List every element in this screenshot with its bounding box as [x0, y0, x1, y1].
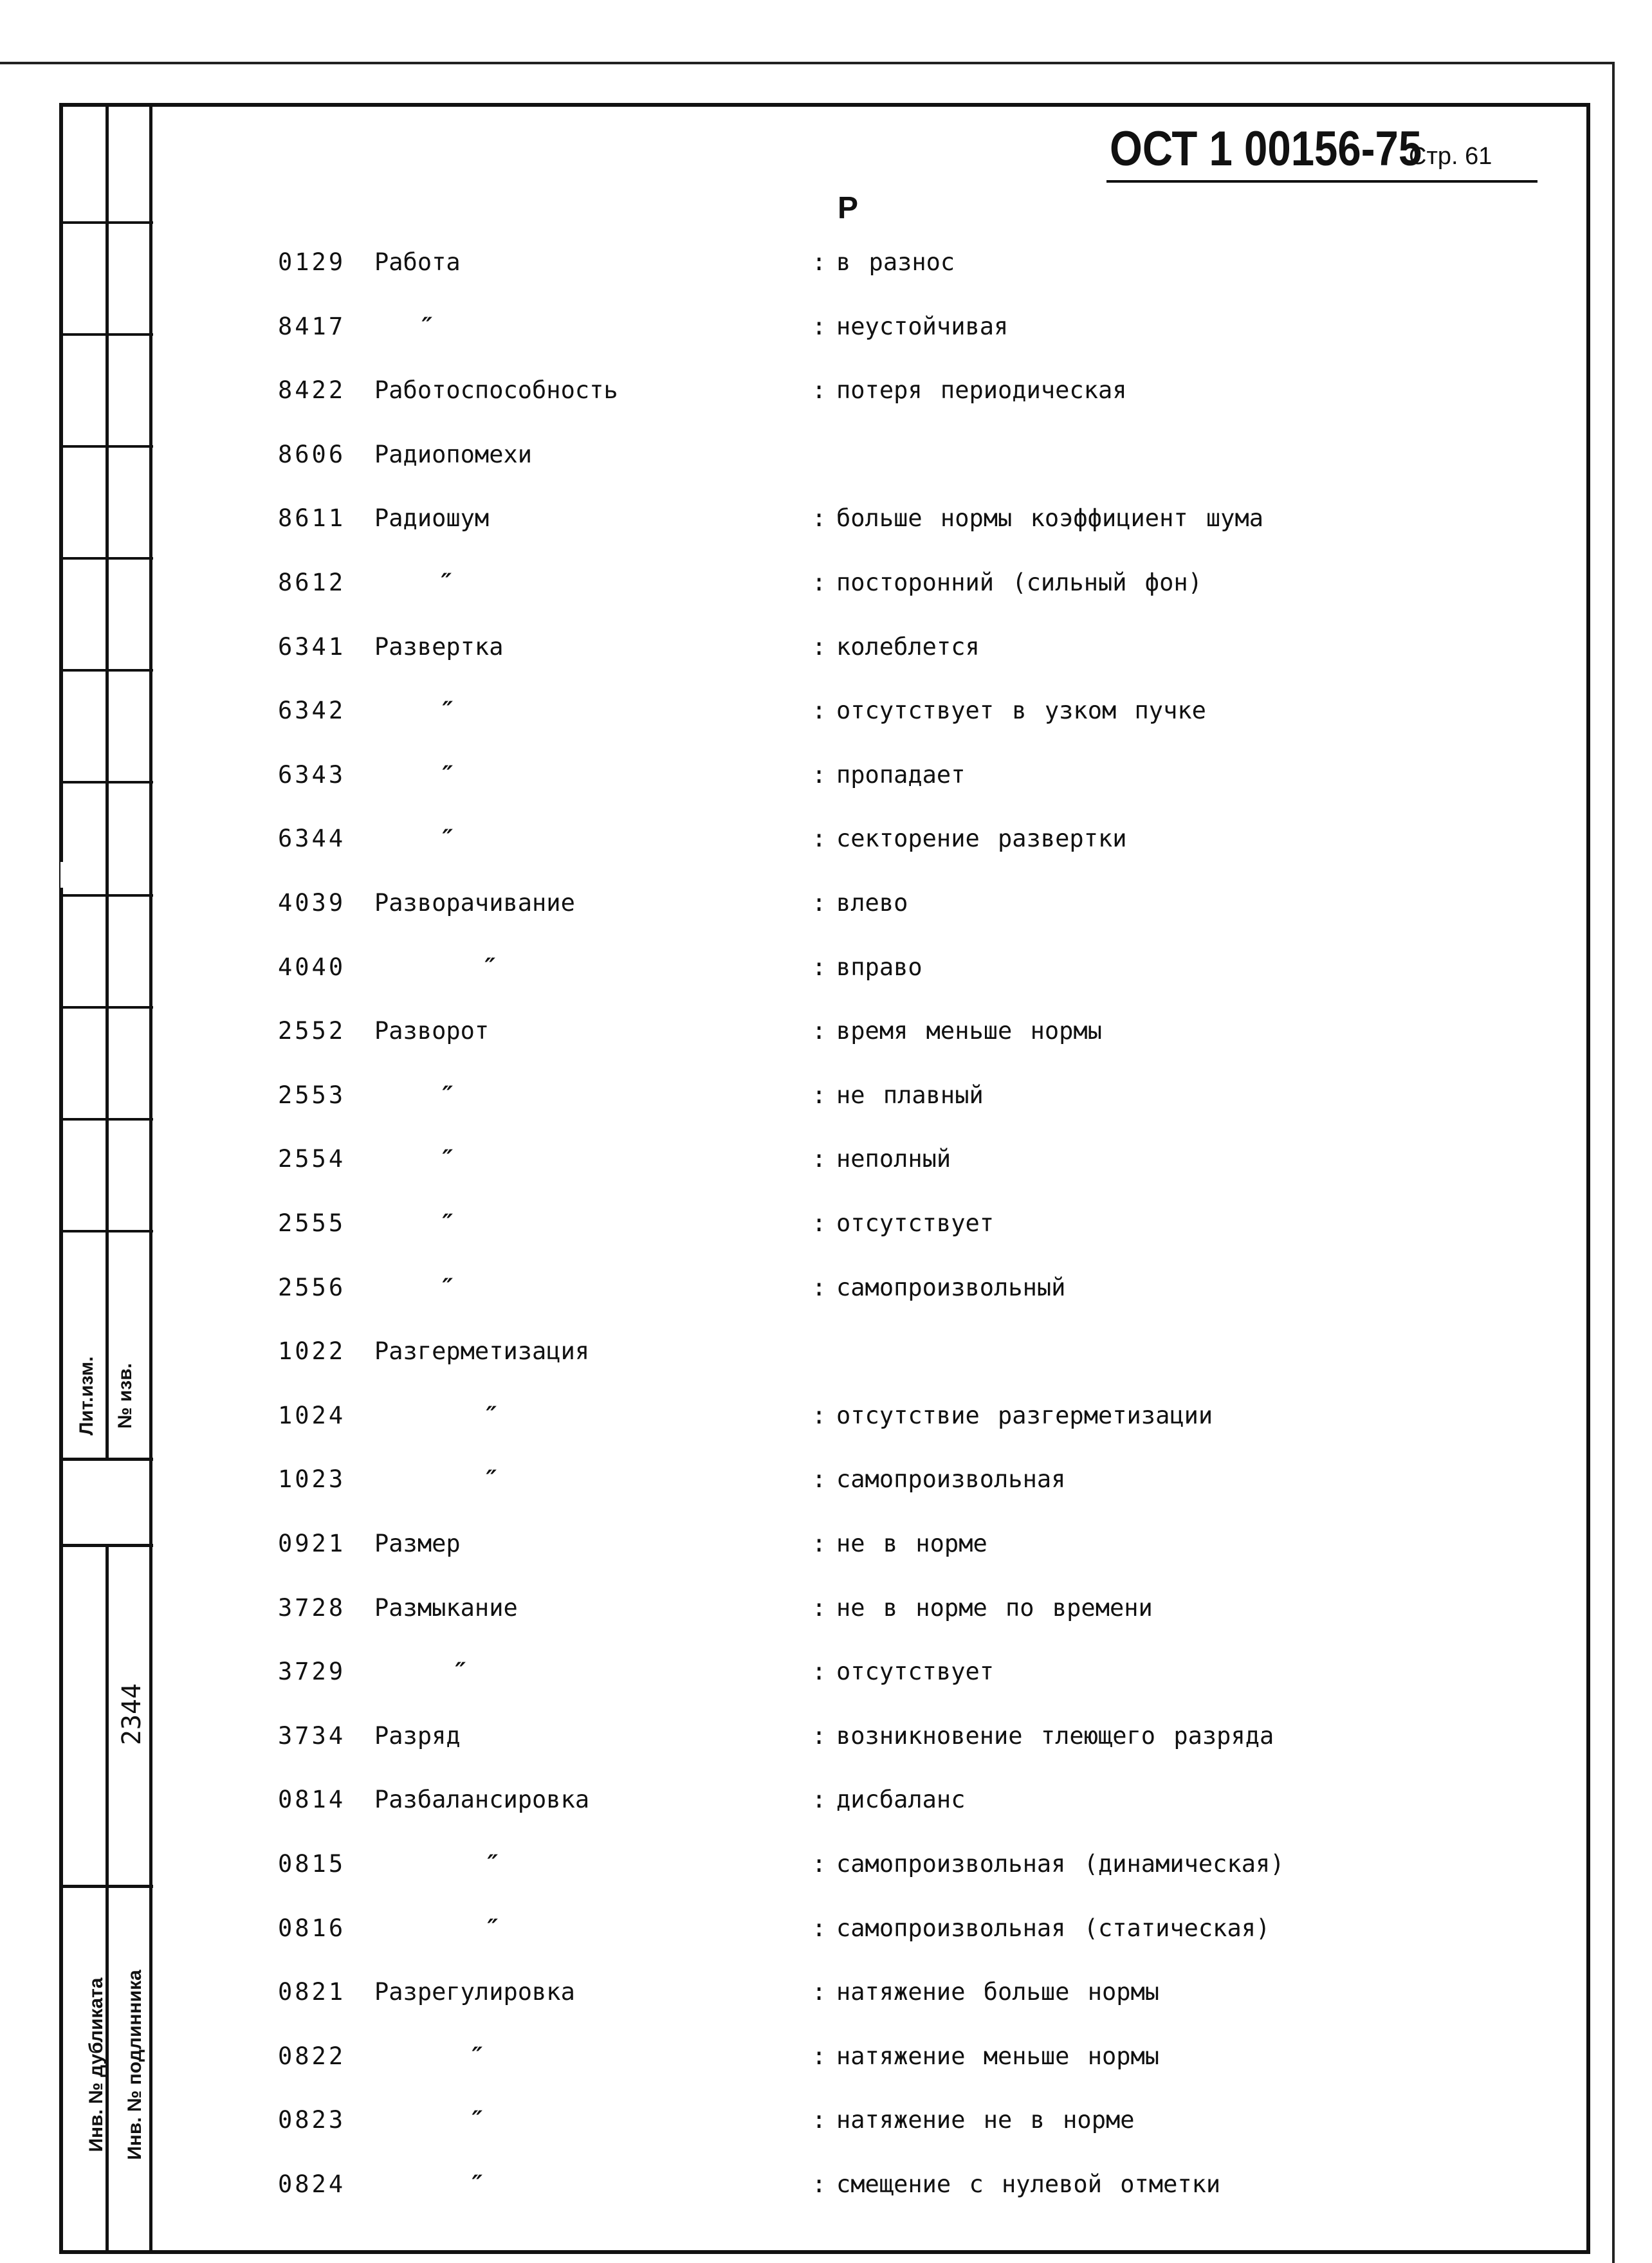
entry-description: натяжение не в норме — [836, 2106, 1135, 2134]
ditto-mark: ″ — [437, 1145, 452, 1173]
ditto-mark: ″ — [482, 1850, 497, 1878]
entry-separator: : — [812, 1530, 827, 1557]
entry-row — [0, 1269, 1652, 1307]
strip-tick — [63, 557, 153, 560]
ditto-mark: ″ — [437, 697, 452, 724]
entry-code: 8417 — [278, 313, 346, 340]
entry-separator: : — [812, 504, 827, 532]
entry-separator: : — [812, 761, 827, 789]
entry-code: 0822 — [278, 2042, 346, 2070]
strip-tick — [63, 1885, 153, 1888]
entry-separator: : — [812, 569, 827, 596]
entry-code: 0823 — [278, 2106, 346, 2134]
entry-row — [0, 2101, 1652, 2139]
ditto-mark: ″ — [481, 1402, 496, 1429]
entry-separator: : — [812, 1274, 827, 1301]
entry-description: самопроизвольная (динамическая) — [836, 1850, 1285, 1878]
section-letter: Р — [838, 191, 859, 225]
entry-row — [0, 948, 1652, 987]
strip-tick — [63, 1006, 153, 1009]
entry-separator: : — [812, 633, 827, 661]
entry-row — [0, 1332, 1652, 1371]
entry-row — [0, 1397, 1652, 1435]
ditto-mark: ″ — [417, 313, 432, 340]
entry-description: самопроизвольный — [836, 1274, 1066, 1301]
entry-row — [0, 756, 1652, 794]
entry-code: 8422 — [278, 376, 346, 404]
entry-separator: : — [812, 1850, 827, 1878]
ditto-mark: ″ — [437, 825, 452, 852]
original-inv-label: Инв. № подлинника — [124, 1970, 145, 2160]
strip-tick — [63, 221, 153, 224]
entry-code: 2553 — [278, 1081, 346, 1109]
entry-code: 0815 — [278, 1850, 346, 1878]
entry-term: Работа — [374, 248, 461, 276]
entry-code: 2556 — [278, 1274, 346, 1301]
entry-code: 6344 — [278, 825, 346, 852]
entry-description: самопроизвольная — [836, 1465, 1066, 1493]
entry-description: вправо — [836, 953, 922, 981]
entry-separator: : — [812, 376, 827, 404]
entry-code: 1022 — [278, 1337, 346, 1365]
entry-code: 8606 — [278, 441, 346, 468]
entry-separator: : — [812, 1786, 827, 1813]
ditto-mark: ″ — [437, 1274, 452, 1301]
entry-row — [0, 563, 1652, 602]
entry-row — [0, 243, 1652, 282]
duplicate-inv-label: Инв. № дубликата — [86, 1977, 107, 2152]
entry-row — [0, 371, 1652, 410]
entry-separator: : — [812, 313, 827, 340]
entry-row — [0, 2037, 1652, 2076]
entry-separator: : — [812, 1658, 827, 1685]
entry-row — [0, 1076, 1652, 1115]
entry-description: отсутствует в узком пучке — [836, 697, 1206, 724]
entry-separator: : — [812, 1017, 827, 1045]
entry-description: натяжение больше нормы — [836, 1978, 1160, 2006]
entry-separator: : — [812, 1081, 827, 1109]
entry-code: 2552 — [278, 1017, 346, 1045]
ditto-mark: ″ — [480, 953, 495, 981]
entry-separator: : — [812, 697, 827, 724]
strip-tick — [63, 669, 153, 672]
entry-term: Разворот — [374, 1017, 490, 1045]
entry-term: Работоспособность — [374, 376, 618, 404]
ditto-mark: ″ — [482, 1914, 497, 1942]
entry-row — [0, 884, 1652, 922]
entry-row — [0, 1140, 1652, 1178]
entry-row — [0, 1845, 1652, 1883]
ditto-mark: ″ — [450, 1658, 465, 1685]
entry-row — [0, 1781, 1652, 1819]
entry-row — [0, 435, 1652, 474]
entry-row — [0, 499, 1652, 538]
ditto-mark: ″ — [467, 2170, 482, 2198]
entry-separator: : — [812, 825, 827, 852]
entry-term: Разбалансировка — [374, 1786, 590, 1813]
lit-change-label: Лит.изм. — [76, 1356, 97, 1436]
entry-separator: : — [812, 1914, 827, 1942]
entry-description: отсутствует — [836, 1658, 995, 1685]
entry-code: 0814 — [278, 1786, 346, 1813]
entry-term: Размер — [374, 1530, 461, 1557]
entry-description: время меньше нормы — [836, 1017, 1102, 1045]
entry-code: 0816 — [278, 1914, 346, 1942]
entry-separator: : — [812, 248, 827, 276]
entry-separator: : — [812, 1145, 827, 1173]
ditto-mark: ″ — [436, 569, 451, 596]
entry-description: пропадает — [836, 761, 966, 789]
document-code: ОСТ 1 00156-75 — [1110, 122, 1422, 176]
entry-row — [0, 1973, 1652, 2011]
entry-row — [0, 1717, 1652, 1755]
entry-separator: : — [812, 2106, 827, 2134]
entry-separator: : — [812, 1465, 827, 1493]
entry-code: 8611 — [278, 504, 346, 532]
entry-description: колеблется — [836, 633, 980, 661]
entry-separator: : — [812, 2042, 827, 2070]
inventory-number: 2344 — [117, 1683, 147, 1746]
entry-code: 3734 — [278, 1722, 346, 1750]
entry-code: 3729 — [278, 1658, 346, 1685]
entry-code: 6343 — [278, 761, 346, 789]
strip-tick — [63, 1118, 153, 1121]
entry-row — [0, 692, 1652, 730]
entry-term: Разгерметизация — [374, 1337, 590, 1365]
ditto-mark: ″ — [437, 1081, 452, 1109]
entry-description: секторение развертки — [836, 825, 1127, 852]
ditto-mark: ″ — [467, 2106, 482, 2134]
entry-separator: : — [812, 1594, 827, 1622]
entry-term: Разряд — [374, 1722, 461, 1750]
entry-description: не в норме по времени — [836, 1594, 1153, 1622]
entry-description: самопроизвольная (статическая) — [836, 1914, 1271, 1942]
entry-code: 2555 — [278, 1209, 346, 1237]
entry-description: больше нормы коэффициент шума — [836, 504, 1264, 532]
entry-separator: : — [812, 1209, 827, 1237]
entry-row — [0, 1012, 1652, 1050]
entry-code: 4040 — [278, 953, 346, 981]
entry-description: неполный — [836, 1145, 951, 1173]
entry-code: 1024 — [278, 1402, 346, 1429]
entry-description: не плавный — [836, 1081, 984, 1109]
entry-code: 0921 — [278, 1530, 346, 1557]
entry-separator: : — [812, 953, 827, 981]
entry-description: натяжение меньше нормы — [836, 2042, 1160, 2070]
entry-term: Развертка — [374, 633, 504, 661]
entry-row — [0, 1525, 1652, 1563]
entry-code: 6342 — [278, 697, 346, 724]
entry-row — [0, 307, 1652, 346]
entry-description: влево — [836, 889, 908, 917]
entry-code: 6341 — [278, 633, 346, 661]
ditto-mark: ″ — [437, 761, 452, 789]
entry-description: не в норме — [836, 1530, 987, 1557]
ditto-mark: ″ — [481, 1465, 496, 1493]
entry-code: 0129 — [278, 248, 346, 276]
entry-term: Разрегулировка — [374, 1978, 575, 2006]
entry-description: потеря периодическая — [836, 376, 1127, 404]
notice-number-label: № изв. — [115, 1363, 136, 1429]
entry-term: Радиошум — [374, 504, 490, 532]
entry-row — [0, 1589, 1652, 1627]
entry-row — [0, 1653, 1652, 1691]
entry-row — [0, 1909, 1652, 1948]
entry-row — [0, 628, 1652, 666]
entry-row — [0, 2165, 1652, 2204]
entry-code: 3728 — [278, 1594, 346, 1622]
entry-description: дисбаланс — [836, 1786, 966, 1813]
entry-term: Разворачивание — [374, 889, 575, 917]
page-top-border — [0, 62, 1615, 64]
entry-code: 2554 — [278, 1145, 346, 1173]
entry-code: 8612 — [278, 569, 346, 596]
entry-term: Радиопомехи — [374, 441, 533, 468]
page-number: Стр. 61 — [1409, 143, 1492, 170]
entry-code: 0824 — [278, 2170, 346, 2198]
entry-separator: : — [812, 1722, 827, 1750]
entry-separator: : — [812, 1978, 827, 2006]
entry-separator: : — [812, 2170, 827, 2198]
entry-description: в разнос — [836, 248, 955, 276]
entry-row — [0, 820, 1652, 858]
entry-row — [0, 1204, 1652, 1243]
entry-description: возникновение тлеющего разряда — [836, 1722, 1274, 1750]
entry-separator: : — [812, 1402, 827, 1429]
entry-separator: : — [812, 889, 827, 917]
entry-description: посторонний (сильный фон) — [836, 569, 1202, 596]
entry-description: отсутствует — [836, 1209, 995, 1237]
ditto-mark: ″ — [467, 2042, 482, 2070]
entry-term: Размыкание — [374, 1594, 518, 1622]
entry-row — [0, 1460, 1652, 1499]
entry-description: отсутствие разгерметизации — [836, 1402, 1213, 1429]
header-underline — [1106, 180, 1537, 183]
entry-code: 1023 — [278, 1465, 346, 1493]
entry-description: неустойчивая — [836, 313, 1009, 340]
entry-code: 4039 — [278, 889, 346, 917]
entry-code: 0821 — [278, 1978, 346, 2006]
ditto-mark: ″ — [437, 1209, 452, 1237]
entry-description: смещение с нулевой отметки — [836, 2170, 1221, 2198]
